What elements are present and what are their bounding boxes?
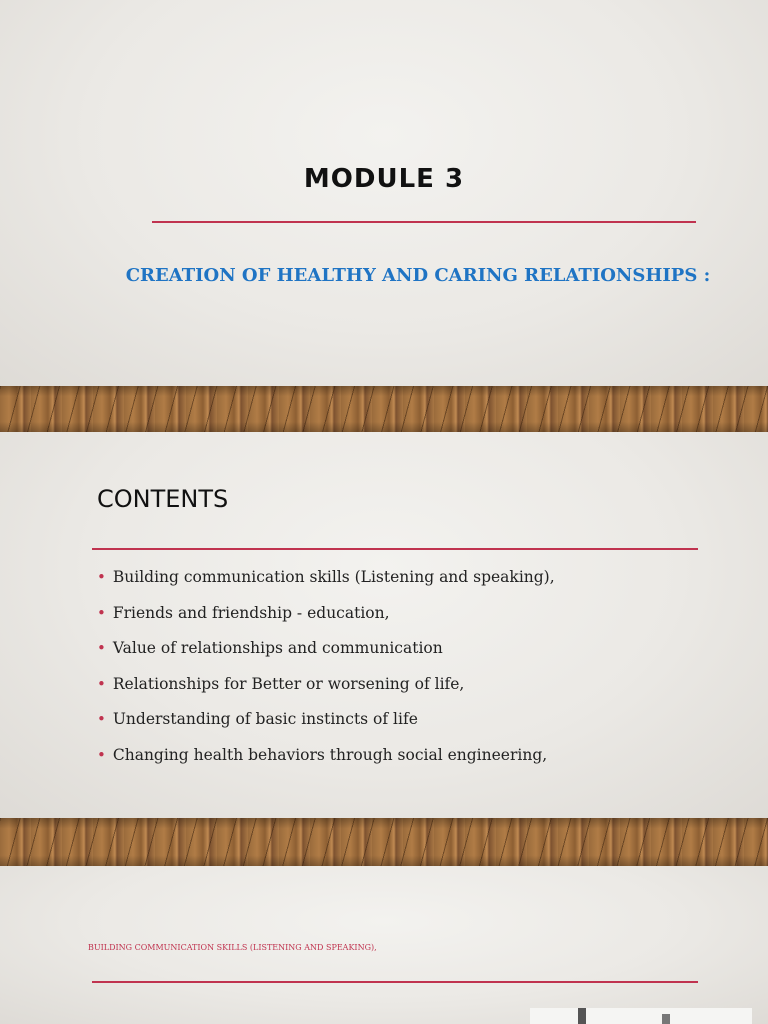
bullet-icon: • <box>97 745 106 764</box>
bullet-icon: • <box>97 568 106 586</box>
heading-divider <box>92 981 698 983</box>
bullet-icon: • <box>97 639 106 657</box>
contents-divider <box>92 548 698 550</box>
module-title: MODULE 3 <box>303 164 465 194</box>
list-item <box>97 710 555 746</box>
list-item <box>97 568 555 604</box>
slide-communication-skills <box>0 866 768 1024</box>
list-item <box>97 639 555 675</box>
list-item <box>97 604 555 640</box>
module-subtitle: CREATION OF HEALTHY AND CARING RELATIONSHIPS : <box>125 265 711 286</box>
contents-heading: CONTENTS <box>97 485 229 513</box>
list-item-text: Value of relationships and communication <box>112 639 443 657</box>
contents-list <box>97 568 555 781</box>
list-item-text: Building communication skills (Listening and speaking), <box>112 568 555 586</box>
list-item <box>97 675 555 711</box>
slide-contents <box>0 432 768 818</box>
wood-floor-separator <box>0 818 768 866</box>
bullet-icon: • <box>97 674 106 693</box>
list-item-text: Friends and friendship - education, <box>112 603 390 622</box>
image-fragment <box>662 1014 670 1024</box>
bullet-icon: • <box>97 710 106 728</box>
list-item-text: Changing health behaviors through social engineering, <box>112 745 548 764</box>
embedded-image-thumbnail <box>530 1008 752 1024</box>
list-item-text: Relationships for Better or worsening of life, <box>112 674 465 693</box>
bullet-icon: • <box>97 603 106 622</box>
list-item <box>97 746 555 782</box>
slide-heading: BUILDING COMMUNICATION SKILLS (LISTENING AND SPEAKING), <box>88 943 377 952</box>
image-fragment <box>578 1008 586 1024</box>
wood-floor-separator <box>0 386 768 432</box>
slide-module-3 <box>0 0 768 386</box>
list-item-text: Understanding of basic instincts of life <box>112 710 418 728</box>
title-divider <box>152 221 696 223</box>
